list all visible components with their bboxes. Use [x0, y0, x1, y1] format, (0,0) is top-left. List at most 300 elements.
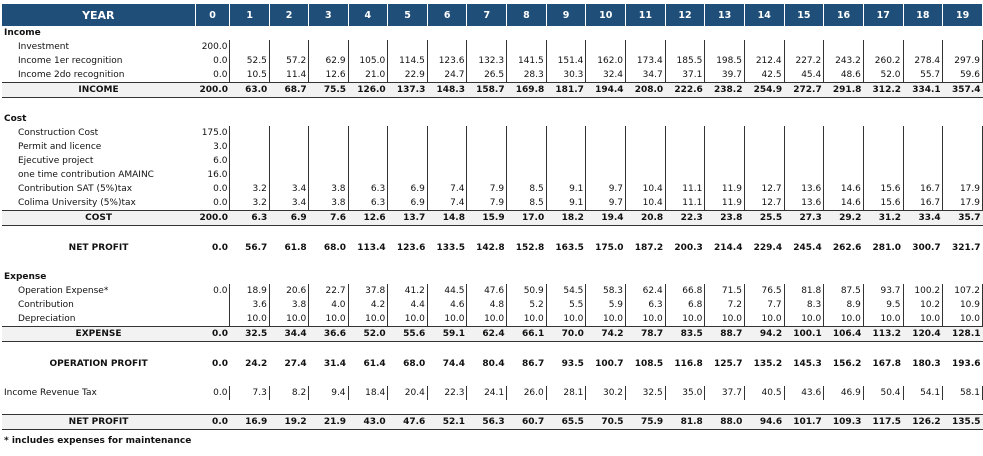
table-cell: 12.6: [348, 211, 388, 226]
table-cell: [388, 126, 428, 140]
table-cell: [230, 26, 269, 40]
table-cell: [863, 400, 903, 415]
table-cell: 57.2: [269, 54, 308, 68]
row-label: NET PROFIT: [2, 415, 195, 430]
table-cell: 76.5: [744, 284, 784, 298]
table-cell: 81.8: [784, 284, 824, 298]
table-cell: 42.5: [744, 68, 784, 83]
table-cell: [427, 372, 467, 386]
table-cell: 61.8: [284, 242, 307, 253]
table-cell: [705, 140, 745, 154]
table-cell: 34.4: [269, 327, 308, 342]
table-cell: [309, 400, 348, 415]
table-cell: [427, 112, 467, 126]
table-cell: [903, 40, 943, 54]
row-label: Cost: [4, 113, 27, 124]
table-cell: [903, 112, 943, 126]
year-header-cell: 12: [665, 4, 705, 26]
table-cell: [195, 400, 230, 415]
table-cell: 36.6: [309, 327, 348, 342]
table-cell: 24.2: [245, 358, 268, 369]
table-row: [2, 312, 983, 327]
table-cell: [626, 26, 666, 40]
table-cell: 41.2: [388, 284, 428, 298]
table-cell: [744, 112, 784, 126]
year-header-cell: 9: [546, 4, 586, 26]
table-cell: [427, 98, 467, 113]
table-cell: 0.0: [212, 358, 228, 369]
table-cell: [863, 226, 903, 241]
table-cell: [943, 126, 983, 140]
table-cell: [269, 168, 308, 182]
table-cell: 272.7: [784, 83, 824, 98]
table-cell: 50.4: [863, 386, 903, 400]
table-cell: [467, 342, 507, 357]
table-cell: [309, 126, 348, 140]
table-cell: 10.5: [230, 68, 269, 83]
table-cell: 198.5: [705, 54, 745, 68]
table-cell: [546, 226, 586, 241]
table-cell: 22.3: [427, 386, 467, 400]
table-cell: [348, 168, 388, 182]
row-label: [2, 372, 195, 386]
table-cell: [388, 342, 428, 357]
table-cell: [863, 112, 903, 126]
table-cell: 58.3: [586, 284, 626, 298]
table-cell: 100.7: [595, 358, 624, 369]
table-cell: [388, 140, 428, 154]
table-cell: [269, 226, 308, 241]
table-cell: 135.2: [753, 358, 783, 369]
table-cell: [195, 256, 230, 270]
table-cell: 16.0: [195, 168, 230, 182]
table-cell: 28.3: [507, 68, 547, 83]
table-cell: 19.2: [269, 415, 308, 430]
table-cell: [586, 126, 626, 140]
table-cell: [507, 98, 547, 113]
table-cell: 10.0: [626, 312, 666, 327]
financial-table-container: [2, 4, 983, 430]
table-cell: 10.0: [665, 312, 705, 327]
table-cell: [943, 168, 983, 182]
table-cell: 12.6: [309, 68, 348, 83]
table-cell: [546, 168, 586, 182]
table-cell: 321.7: [952, 242, 981, 253]
table-cell: [230, 140, 269, 154]
table-cell: 12.7: [744, 182, 784, 196]
table-row: [2, 240, 983, 256]
table-cell: 10.0: [784, 312, 824, 327]
table-cell: [943, 270, 983, 284]
table-cell: [626, 168, 666, 182]
table-cell: 31.2: [863, 211, 903, 226]
table-cell: [863, 126, 903, 140]
table-cell: 32.4: [586, 68, 626, 83]
table-cell: 312.2: [863, 83, 903, 98]
table-cell: 35.0: [665, 386, 705, 400]
table-cell: 65.5: [546, 415, 586, 430]
table-cell: 0.0: [212, 242, 228, 253]
table-cell: 19.4: [586, 211, 626, 226]
table-cell: [824, 270, 864, 284]
financial-projection-table: [2, 4, 983, 430]
table-cell: 40.5: [744, 386, 784, 400]
table-cell: [665, 154, 705, 168]
table-cell: [824, 140, 864, 154]
table-cell: [546, 40, 586, 54]
row-label: Income Revenue Tax: [4, 387, 97, 398]
table-cell: 27.4: [284, 358, 307, 369]
table-cell: 148.3: [427, 83, 467, 98]
table-cell: [269, 98, 308, 113]
table-row: [2, 372, 983, 386]
table-cell: 10.0: [744, 312, 784, 327]
table-cell: [824, 342, 864, 357]
table-cell: [824, 112, 864, 126]
table-cell: 68.0: [323, 242, 347, 253]
table-cell: 58.1: [943, 386, 983, 400]
table-cell: [467, 112, 507, 126]
table-cell: 5.9: [586, 298, 626, 312]
table-row: [2, 298, 983, 312]
year-header-cell: 0: [195, 4, 230, 26]
year-header-cell: 1: [230, 4, 269, 26]
table-cell: 18.2: [546, 211, 586, 226]
year-header-cell: 14: [744, 4, 784, 26]
table-cell: [705, 270, 745, 284]
table-cell: 37.1: [665, 68, 705, 83]
table-cell: [546, 270, 586, 284]
table-cell: [309, 154, 348, 168]
table-cell: 10.0: [348, 312, 388, 327]
table-cell: [705, 98, 745, 113]
table-cell: 169.8: [507, 83, 547, 98]
table-cell: [943, 256, 983, 270]
row-label: [2, 98, 195, 113]
table-cell: [784, 168, 824, 182]
table-cell: 152.8: [515, 242, 545, 253]
table-cell: 10.0: [230, 312, 269, 327]
table-cell: [230, 98, 269, 113]
table-cell: 17.9: [943, 182, 983, 196]
table-cell: [744, 40, 784, 54]
table-cell: [626, 270, 666, 284]
table-cell: [903, 256, 943, 270]
table-cell: [784, 400, 824, 415]
table-cell: 229.4: [753, 242, 783, 253]
table-cell: [388, 400, 428, 415]
table-cell: 9.4: [309, 386, 348, 400]
row-label: Contribution SAT (5%)tax: [18, 183, 133, 194]
table-cell: 175.0: [195, 126, 230, 140]
table-cell: [467, 26, 507, 40]
table-cell: 10.9: [943, 298, 983, 312]
table-cell: [824, 26, 864, 40]
row-label: Construction Cost: [18, 127, 99, 138]
table-cell: 6.3: [230, 211, 269, 226]
table-cell: [744, 226, 784, 241]
table-cell: 10.0: [824, 312, 864, 327]
table-cell: 158.7: [467, 83, 507, 98]
table-cell: 24.7: [427, 68, 467, 83]
table-cell: [507, 154, 547, 168]
table-cell: 109.3: [824, 415, 864, 430]
table-cell: 32.5: [626, 386, 666, 400]
table-cell: 3.4: [269, 182, 308, 196]
table-cell: [467, 168, 507, 182]
table-cell: [903, 372, 943, 386]
table-cell: 10.0: [427, 312, 467, 327]
table-cell: [903, 154, 943, 168]
table-cell: 3.0: [195, 140, 230, 154]
table-cell: 0.0: [195, 386, 230, 400]
table-cell: 8.3: [784, 298, 824, 312]
table-cell: 52.0: [863, 68, 903, 83]
year-header-cell: 11: [626, 4, 666, 26]
table-cell: [903, 270, 943, 284]
row-label: Operation Expense*: [18, 285, 109, 296]
table-cell: [665, 140, 705, 154]
table-row: [2, 342, 983, 357]
table-cell: 7.6: [309, 211, 348, 226]
table-cell: [388, 98, 428, 113]
table-cell: 0.0: [195, 284, 230, 298]
table-cell: [863, 154, 903, 168]
table-cell: [665, 226, 705, 241]
table-cell: 14.6: [824, 182, 864, 196]
table-cell: 0.0: [195, 415, 230, 430]
table-cell: [546, 140, 586, 154]
row-label: [2, 342, 195, 357]
row-label: Investment: [18, 41, 69, 52]
table-cell: 6.0: [195, 154, 230, 168]
table-row: [2, 126, 983, 140]
table-cell: 54.5: [546, 284, 586, 298]
table-row: [2, 256, 983, 270]
table-cell: [626, 98, 666, 113]
table-cell: 68.7: [269, 83, 308, 98]
table-cell: 22.7: [309, 284, 348, 298]
table-cell: [348, 40, 388, 54]
table-cell: 43.6: [784, 386, 824, 400]
table-cell: [467, 140, 507, 154]
table-cell: 100.1: [784, 327, 824, 342]
table-cell: 16.7: [903, 182, 943, 196]
table-cell: [507, 400, 547, 415]
table-cell: 18.9: [230, 284, 269, 298]
table-cell: 0.0: [195, 327, 230, 342]
table-cell: 16.7: [903, 196, 943, 211]
table-cell: [784, 154, 824, 168]
table-cell: 62.4: [626, 284, 666, 298]
table-cell: 60.7: [507, 415, 547, 430]
table-cell: 56.7: [245, 242, 268, 253]
table-cell: 52.1: [427, 415, 467, 430]
table-cell: [705, 168, 745, 182]
year-header-cell: 15: [784, 4, 824, 26]
year-header-row: [2, 4, 983, 26]
table-cell: 357.4: [943, 83, 983, 98]
table-cell: 200.0: [195, 83, 230, 98]
table-row: [2, 211, 983, 226]
table-cell: 28.1: [546, 386, 586, 400]
table-cell: [626, 342, 666, 357]
table-cell: 94.6: [744, 415, 784, 430]
table-cell: 300.7: [912, 242, 941, 253]
year-header-cell: 6: [427, 4, 467, 26]
table-cell: [230, 154, 269, 168]
row-label: Ejecutive project: [18, 155, 94, 166]
row-label: INCOME: [2, 83, 195, 98]
table-cell: 10.0: [467, 312, 507, 327]
table-cell: [269, 154, 308, 168]
table-row: [2, 40, 983, 54]
row-label: EXPENSE: [2, 327, 195, 342]
table-cell: [943, 40, 983, 54]
table-cell: 10.0: [309, 312, 348, 327]
table-cell: 193.6: [952, 358, 981, 369]
table-cell: [705, 400, 745, 415]
table-cell: 101.7: [784, 415, 824, 430]
table-cell: 11.1: [665, 182, 705, 196]
table-cell: [744, 372, 784, 386]
table-cell: 7.4: [427, 196, 467, 211]
table-cell: 11.1: [665, 196, 705, 211]
table-cell: [824, 126, 864, 140]
table-cell: 39.7: [705, 68, 745, 83]
table-cell: 222.6: [665, 83, 705, 98]
table-cell: [230, 112, 269, 126]
table-cell: 278.4: [903, 54, 943, 68]
table-cell: 7.3: [230, 386, 269, 400]
table-cell: 32.5: [230, 327, 269, 342]
table-cell: [309, 342, 348, 357]
table-cell: [626, 112, 666, 126]
table-cell: [824, 256, 864, 270]
table-cell: 208.0: [626, 83, 666, 98]
table-cell: [507, 270, 547, 284]
table-cell: [784, 372, 824, 386]
table-cell: [427, 40, 467, 54]
table-cell: [467, 226, 507, 241]
table-cell: 173.4: [626, 54, 666, 68]
table-cell: 180.3: [912, 358, 941, 369]
table-cell: 21.0: [348, 68, 388, 83]
table-row: [2, 386, 983, 400]
table-cell: 10.4: [626, 196, 666, 211]
table-cell: [903, 342, 943, 357]
table-cell: 55.7: [903, 68, 943, 83]
table-cell: 14.6: [824, 196, 864, 211]
table-cell: [427, 270, 467, 284]
table-cell: 126.2: [903, 415, 943, 430]
table-cell: 8.5: [507, 196, 547, 211]
table-cell: [388, 26, 428, 40]
table-row: [2, 154, 983, 168]
table-cell: [705, 226, 745, 241]
table-cell: [744, 154, 784, 168]
table-cell: [467, 372, 507, 386]
table-cell: 63.0: [230, 83, 269, 98]
table-cell: 71.5: [705, 284, 745, 298]
table-cell: 52.0: [348, 327, 388, 342]
row-label: Permit and licence: [18, 141, 102, 152]
table-cell: [824, 400, 864, 415]
table-cell: [546, 256, 586, 270]
table-cell: [230, 372, 269, 386]
table-cell: [230, 126, 269, 140]
table-cell: [269, 126, 308, 140]
table-cell: [348, 372, 388, 386]
table-cell: [586, 342, 626, 357]
year-header-cell: 19: [943, 4, 983, 26]
table-cell: [195, 298, 230, 312]
year-header-cell: 4: [348, 4, 388, 26]
table-cell: [195, 26, 230, 40]
table-cell: 12.7: [744, 196, 784, 211]
table-cell: [665, 372, 705, 386]
table-cell: 7.9: [467, 196, 507, 211]
table-cell: [705, 40, 745, 54]
table-cell: [507, 126, 547, 140]
table-cell: 5.2: [507, 298, 547, 312]
table-cell: 93.5: [561, 358, 584, 369]
table-cell: [507, 140, 547, 154]
table-cell: 78.7: [626, 327, 666, 342]
table-cell: 135.5: [943, 415, 983, 430]
table-cell: [586, 140, 626, 154]
table-cell: [863, 140, 903, 154]
table-cell: [665, 270, 705, 284]
table-cell: 20.6: [269, 284, 308, 298]
table-cell: [195, 372, 230, 386]
table-cell: 262.6: [832, 242, 862, 253]
table-cell: 3.2: [230, 196, 269, 211]
table-cell: [863, 40, 903, 54]
table-row: [2, 356, 983, 372]
table-cell: 86.7: [522, 358, 545, 369]
table-cell: [586, 98, 626, 113]
table-cell: 14.8: [427, 211, 467, 226]
table-cell: 291.8: [824, 83, 864, 98]
table-cell: [744, 256, 784, 270]
table-cell: [388, 112, 428, 126]
table-cell: 52.5: [230, 54, 269, 68]
table-cell: [427, 226, 467, 241]
table-cell: 13.6: [784, 182, 824, 196]
table-cell: 254.9: [744, 83, 784, 98]
table-cell: 10.2: [903, 298, 943, 312]
table-cell: 4.6: [427, 298, 467, 312]
table-cell: [388, 40, 428, 54]
table-cell: 0.0: [195, 196, 230, 211]
table-cell: 26.5: [467, 68, 507, 83]
table-cell: 88.0: [705, 415, 745, 430]
table-cell: [309, 40, 348, 54]
table-cell: [665, 26, 705, 40]
table-cell: 6.3: [348, 196, 388, 211]
table-cell: 30.3: [546, 68, 586, 83]
row-label: COST: [2, 211, 195, 226]
table-cell: [427, 342, 467, 357]
table-row: [2, 400, 983, 415]
row-label: [2, 400, 195, 415]
table-cell: [467, 256, 507, 270]
table-cell: 3.4: [269, 196, 308, 211]
table-cell: [665, 112, 705, 126]
row-label: Income 2do recognition: [18, 69, 125, 80]
table-cell: 29.2: [824, 211, 864, 226]
